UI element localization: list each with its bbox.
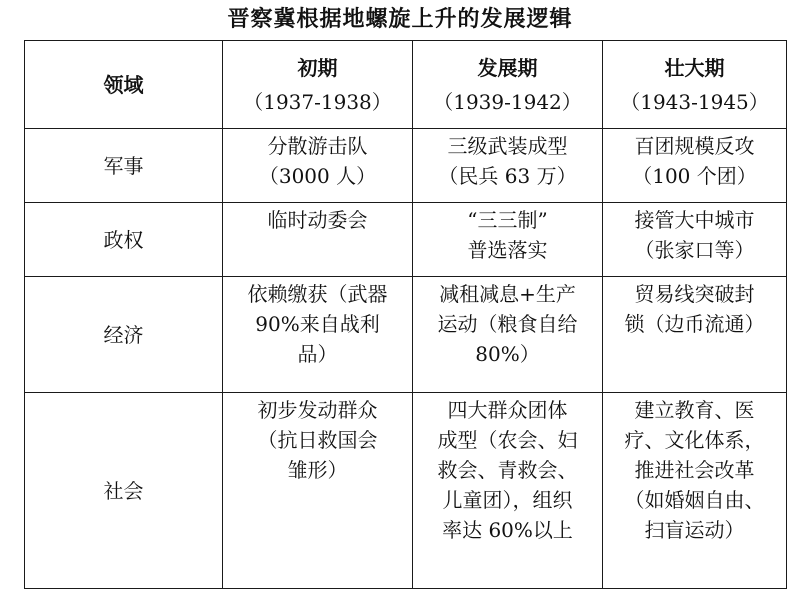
header-mature-years: （1943-1945） (620, 89, 769, 114)
cell-economy-develop (413, 277, 603, 393)
cell-line: 80%） (475, 342, 540, 366)
cell-line: 率达 60%以上 (442, 518, 573, 542)
cell-line: 临时动委会 (267, 208, 368, 232)
cell-line: （3000 人） (258, 164, 377, 188)
cell-line: 救会、青救会、 (437, 458, 578, 482)
row-label-military: 军事 (25, 129, 223, 203)
cell-line: 扫盲运动） (644, 518, 745, 542)
cell-line: 分散游击队 (267, 134, 368, 158)
row-label-government: 政权 (25, 203, 223, 277)
development-table (24, 40, 787, 589)
cell-military-mature (603, 129, 787, 203)
cell-line: 品） (297, 342, 338, 366)
cell-society-develop (413, 393, 603, 589)
header-mature (603, 41, 787, 129)
cell-society-mature (603, 393, 787, 589)
table-row (25, 203, 787, 277)
cell-line: （100 个团） (632, 164, 757, 188)
page-title: 晋察冀根据地螺旋上升的发展逻辑 (227, 7, 573, 32)
header-develop-years: （1939-1942） (433, 89, 582, 114)
cell-line: 四大群众团体 (447, 398, 568, 422)
cell-society-early (223, 393, 413, 589)
cell-line: “三三制” (467, 208, 548, 232)
table-row (25, 277, 787, 393)
row-label-economy: 经济 (25, 277, 223, 393)
cell-line: 依赖缴获（武器 (247, 282, 388, 306)
cell-line: 百团规模反攻 (634, 134, 755, 158)
cell-line: 雏形） (287, 458, 348, 482)
header-early (223, 41, 413, 129)
cell-line: 疗、文化体系， (624, 428, 765, 452)
cell-economy-mature (603, 277, 787, 393)
cell-line: 接管大中城市 (634, 208, 755, 232)
cell-line: 成型（农会、妇 (437, 428, 578, 452)
cell-economy-early (223, 277, 413, 393)
header-develop-name: 发展期 (477, 55, 538, 80)
cell-line: 90%来自战利 (255, 312, 380, 336)
header-early-name: 初期 (297, 55, 338, 80)
row-label-society: 社会 (25, 393, 223, 589)
cell-government-develop (413, 203, 603, 277)
cell-government-early (223, 203, 413, 277)
cell-line: （张家口等） (634, 238, 755, 262)
cell-line: 初步发动群众 (257, 398, 378, 422)
table-row (25, 129, 787, 203)
cell-line: （抗日救国会 (257, 428, 378, 452)
cell-line: 普选落实 (467, 238, 548, 262)
cell-line: 贸易线突破封 (634, 282, 755, 306)
cell-government-mature (603, 203, 787, 277)
table-row (25, 393, 787, 589)
cell-line: 锁（边币流通） (624, 312, 765, 336)
cell-line: 建立教育、医 (634, 398, 755, 422)
header-mature-name: 壮大期 (664, 55, 725, 80)
cell-line: （如婚姻自由、 (624, 488, 765, 512)
cell-military-develop (413, 129, 603, 203)
cell-line: 三级武装成型 (447, 134, 568, 158)
cell-line: 减租减息+生产 (439, 282, 576, 306)
header-row (25, 41, 787, 129)
header-develop (413, 41, 603, 129)
cell-line: （民兵 63 万） (438, 164, 577, 188)
cell-line: 运动（粮食自给 (437, 312, 578, 336)
cell-line: 推进社会改革 (634, 458, 755, 482)
header-early-years: （1937-1938） (243, 89, 392, 114)
header-domain: 领域 (25, 41, 223, 129)
cell-line: 儿童团），组织 (442, 488, 573, 512)
cell-military-early (223, 129, 413, 203)
